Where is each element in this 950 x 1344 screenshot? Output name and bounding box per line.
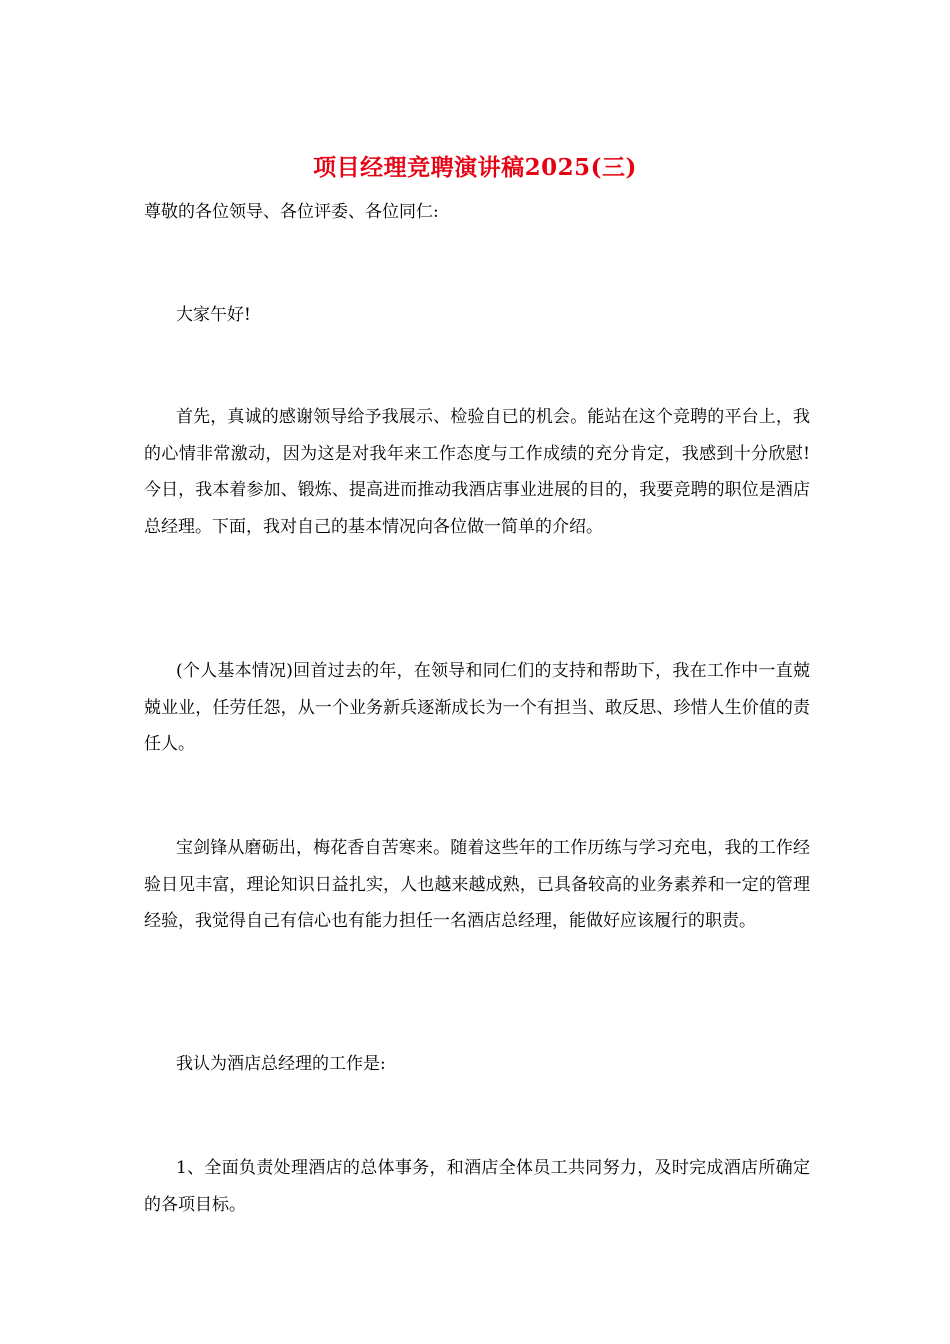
- paragraph-thanks: 首先，真诚的感谢领导给予我展示、检验自已的机会。能站在这个竞聘的平台上，我的心情非常激动，因为这是对我年来工作态度与工作成绩的充分肯定，我感到十分欣慰!今日，我本着参加、锻炼、提高进而推动我酒店事业进展的目的，我要竞聘的职位是酒店总经理。下面，我对自己的基本情况向各位做一简单的介绍。: [144, 407, 810, 537]
- document-title: 项目经理竞聘演讲稿2025(三): [313, 154, 637, 181]
- paragraph-greeting: 大家午好!: [176, 305, 251, 325]
- paragraph-duty-1: 1、全面负责处理酒店的总体事务，和酒店全体员工共同努力，及时完成酒店所确定的各项目标。: [144, 1158, 810, 1215]
- paragraph-experience: 宝剑锋从磨砺出，梅花香自苦寒来。随着这些年的工作历练与学习充电，我的工作经验日见丰富，理论知识日益扎实，人也越来越成熟，已具备较高的业务素养和一定的管理经验，我觉得自己有信心也有能力担任一名酒店总经理，能做好应该履行的职责。: [144, 838, 810, 931]
- salutation: 尊敬的各位领导、各位评委、各位同仁:: [144, 202, 439, 222]
- paragraph-duties-intro: 我认为酒店总经理的工作是:: [176, 1054, 386, 1074]
- paragraph-background: (个人基本情况)回首过去的年，在领导和同仁们的支持和帮助下，我在工作中一直兢兢业业，任劳任怨，从一个业务新兵逐渐成长为一个有担当、敢反思、珍惜人生价值的责任人。: [144, 661, 810, 754]
